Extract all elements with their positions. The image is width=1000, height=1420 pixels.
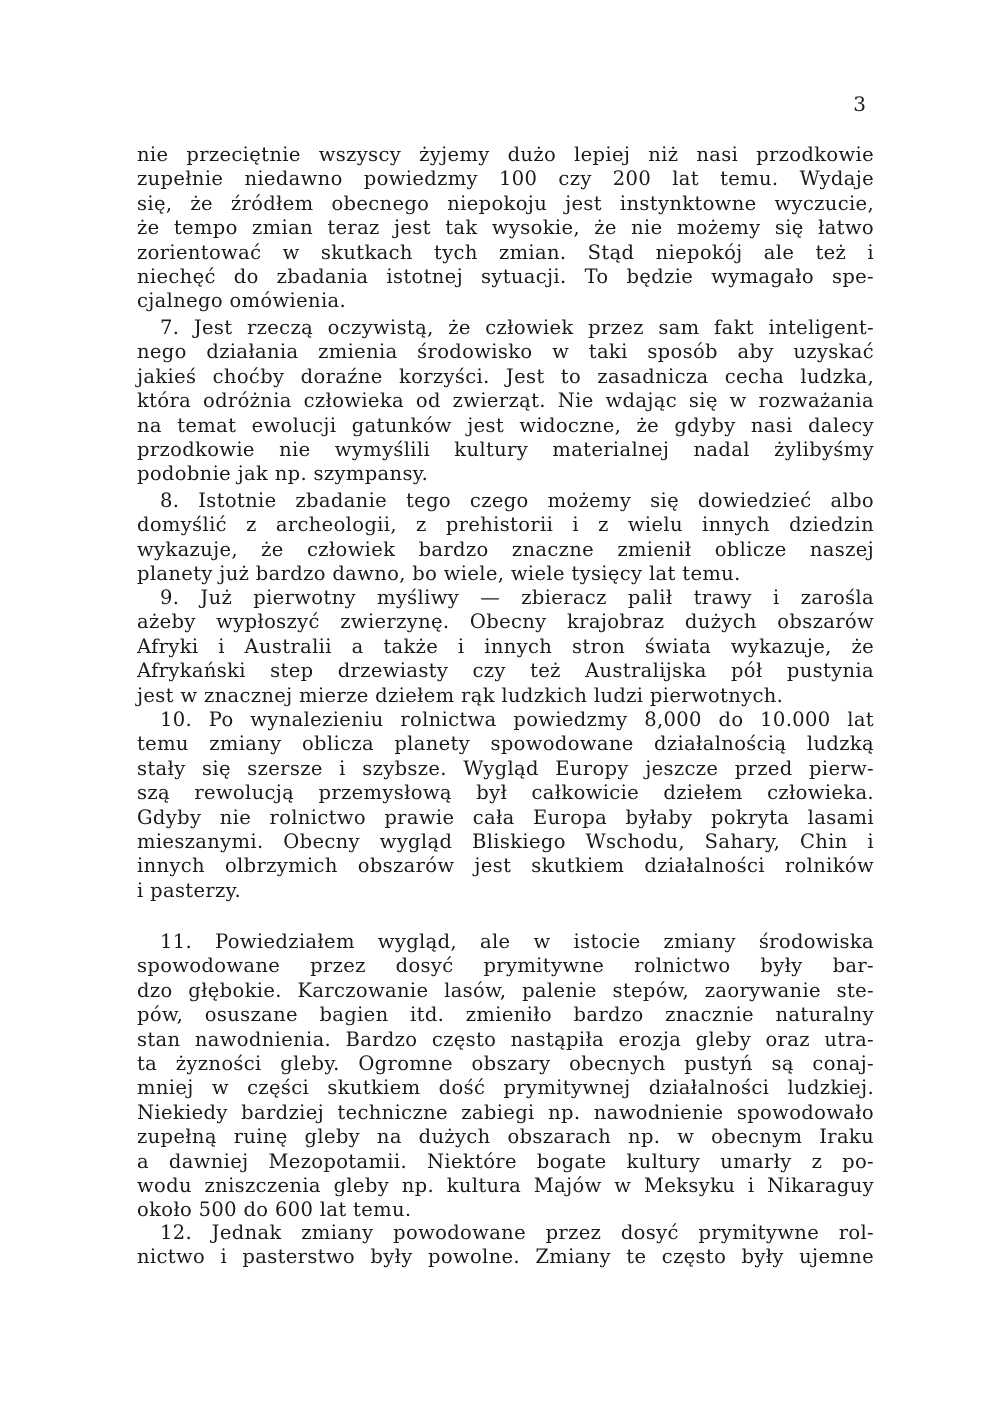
text-line: mieszanymi. Obecny wygląd Bliskiego Wschodu, Sahary, Chin i	[137, 830, 874, 853]
text-line: temu zmiany oblicza planety spowodowane działalnością ludzką	[137, 732, 874, 756]
text-line: dzo głębokie. Karczowanie lasów, palenie stepów, zaorywanie ste-	[137, 978, 874, 1002]
text-line: jest w znacznej mierze dziełem rąk ludzkich ludzi pierwotnych.	[137, 683, 784, 707]
text-line: mniej w części skutkiem dość prymitywnej działalności ludzkiej.	[137, 1076, 874, 1100]
text-line: nie przeciętnie wszyscy żyjemy dużo lepiej niż nasi przodkowie	[137, 143, 874, 166]
text-line: wykazuje, że człowiek bardzo znaczne zmienił oblicze naszej	[137, 537, 874, 561]
text-line: wodu zniszczenia gleby np. kultura Majów w Meksyku i Nikaraguy	[137, 1174, 874, 1197]
text-line: Niekiedy bardziej techniczne zabiegi np. nawodnienie spowodowało	[137, 1100, 874, 1124]
page-number: 3	[853, 92, 866, 116]
text-line: Afrykański step drzewiasty czy też Australijska pół pustynia	[137, 659, 874, 683]
text-line: Gdyby nie rolnictwo prawie cała Europa byłaby pokryta lasami	[137, 805, 874, 829]
text-line: przodkowie nie wymyślili kultury materialnej nadal żylibyśmy	[137, 438, 874, 461]
text-line: jakieś choćby doraźne korzyści. Jest to zasadnicza cecha ludzka,	[137, 364, 874, 388]
text-line: zorientować w skutkach tych zmian. Stąd niepokój ale też i	[137, 240, 874, 264]
text-line: domyślić z archeologii, z prehistorii i z wielu innych dziedzin	[137, 513, 874, 537]
text-line: zupełną ruinę gleby na dużych obszarach np. w obecnym Iraku	[137, 1125, 874, 1149]
text-line: która odróżnia człowieka od zwierząt. Nie wdając się w rozważania	[137, 389, 874, 413]
text-line: pów, osuszane bagien itd. zmieniło bardzo znacznie naturalny	[137, 1003, 874, 1027]
text-line: spowodowane przez dosyć prymitywne rolnictwo były bar-	[137, 954, 874, 978]
text-line: cjalnego omówienia.	[137, 289, 347, 313]
text-line: stan nawodnienia. Bardzo często nastąpiła erozja gleby oraz utra-	[137, 1027, 874, 1051]
text-line: podobnie jak np. szympansy.	[137, 462, 429, 486]
text-line: szą rewolucją przemysłową był całkowicie dziełem człowieka.	[137, 781, 874, 805]
text-line: planety już bardzo dawno, bo wiele, wiele tysięcy lat temu.	[137, 562, 741, 586]
text-line: innych olbrzymich obszarów jest skutkiem działalności rolników	[137, 854, 874, 878]
text-line: zupełnie niedawno powiedzmy 100 czy 200 lat temu. Wydaje	[137, 167, 874, 191]
text-line: i pasterzy.	[137, 878, 241, 902]
text-line: 9. Już pierwotny myśliwy — zbieracz palił trawy i zarośla	[160, 586, 874, 609]
text-line: 7. Jest rzeczą oczywistą, że człowiek przez sam fakt inteligent-	[160, 316, 874, 339]
text-line: ta żyzności gleby. Ogromne obszary obecnych pustyń są conaj-	[137, 1052, 874, 1075]
text-line: stały się szersze i szybsze. Wygląd Europy jeszcze przed pierw-	[137, 756, 874, 780]
text-line: Afryki i Australii a także i innych stron świata wykazuje, że	[137, 634, 874, 658]
text-line: ażeby wypłoszyć zwierzynę. Obecny krajobraz dużych obszarów	[137, 610, 874, 634]
text-line: niechęć do zbadania istotnej sytuacji. To będzie wymagało spe-	[137, 265, 874, 288]
text-line: około 500 do 600 lat temu.	[137, 1198, 412, 1222]
text-line: a dawniej Mezopotamii. Niektóre bogate kultury umarły z po-	[137, 1149, 874, 1173]
text-line: że tempo zmian teraz jest tak wysokie, że nie możemy się łatwo	[137, 216, 874, 240]
text-line: 10. Po wynalezieniu rolnictwa powiedzmy 8,000 do 10.000 lat	[160, 708, 874, 731]
text-line: się, że źródłem obecnego niepokoju jest instynktowne wyczucie,	[137, 191, 874, 215]
text-line: na temat ewolucji gatunków jest widoczne, że gdyby nasi dalecy	[137, 413, 874, 437]
text-line: nego działania zmienia środowisko w taki sposób aby uzyskać	[137, 340, 874, 364]
text-line: 8. Istotnie zbadanie tego czego możemy się dowiedzieć albo	[160, 489, 874, 512]
text-line: 12. Jednak zmiany powodowane przez dosyć prymitywne rol-	[160, 1221, 874, 1244]
text-line: nictwo i pasterstwo były powolne. Zmiany te często były ujemne	[137, 1245, 874, 1269]
text-line: 11. Powiedziałem wygląd, ale w istocie zmiany środowiska	[160, 930, 874, 953]
